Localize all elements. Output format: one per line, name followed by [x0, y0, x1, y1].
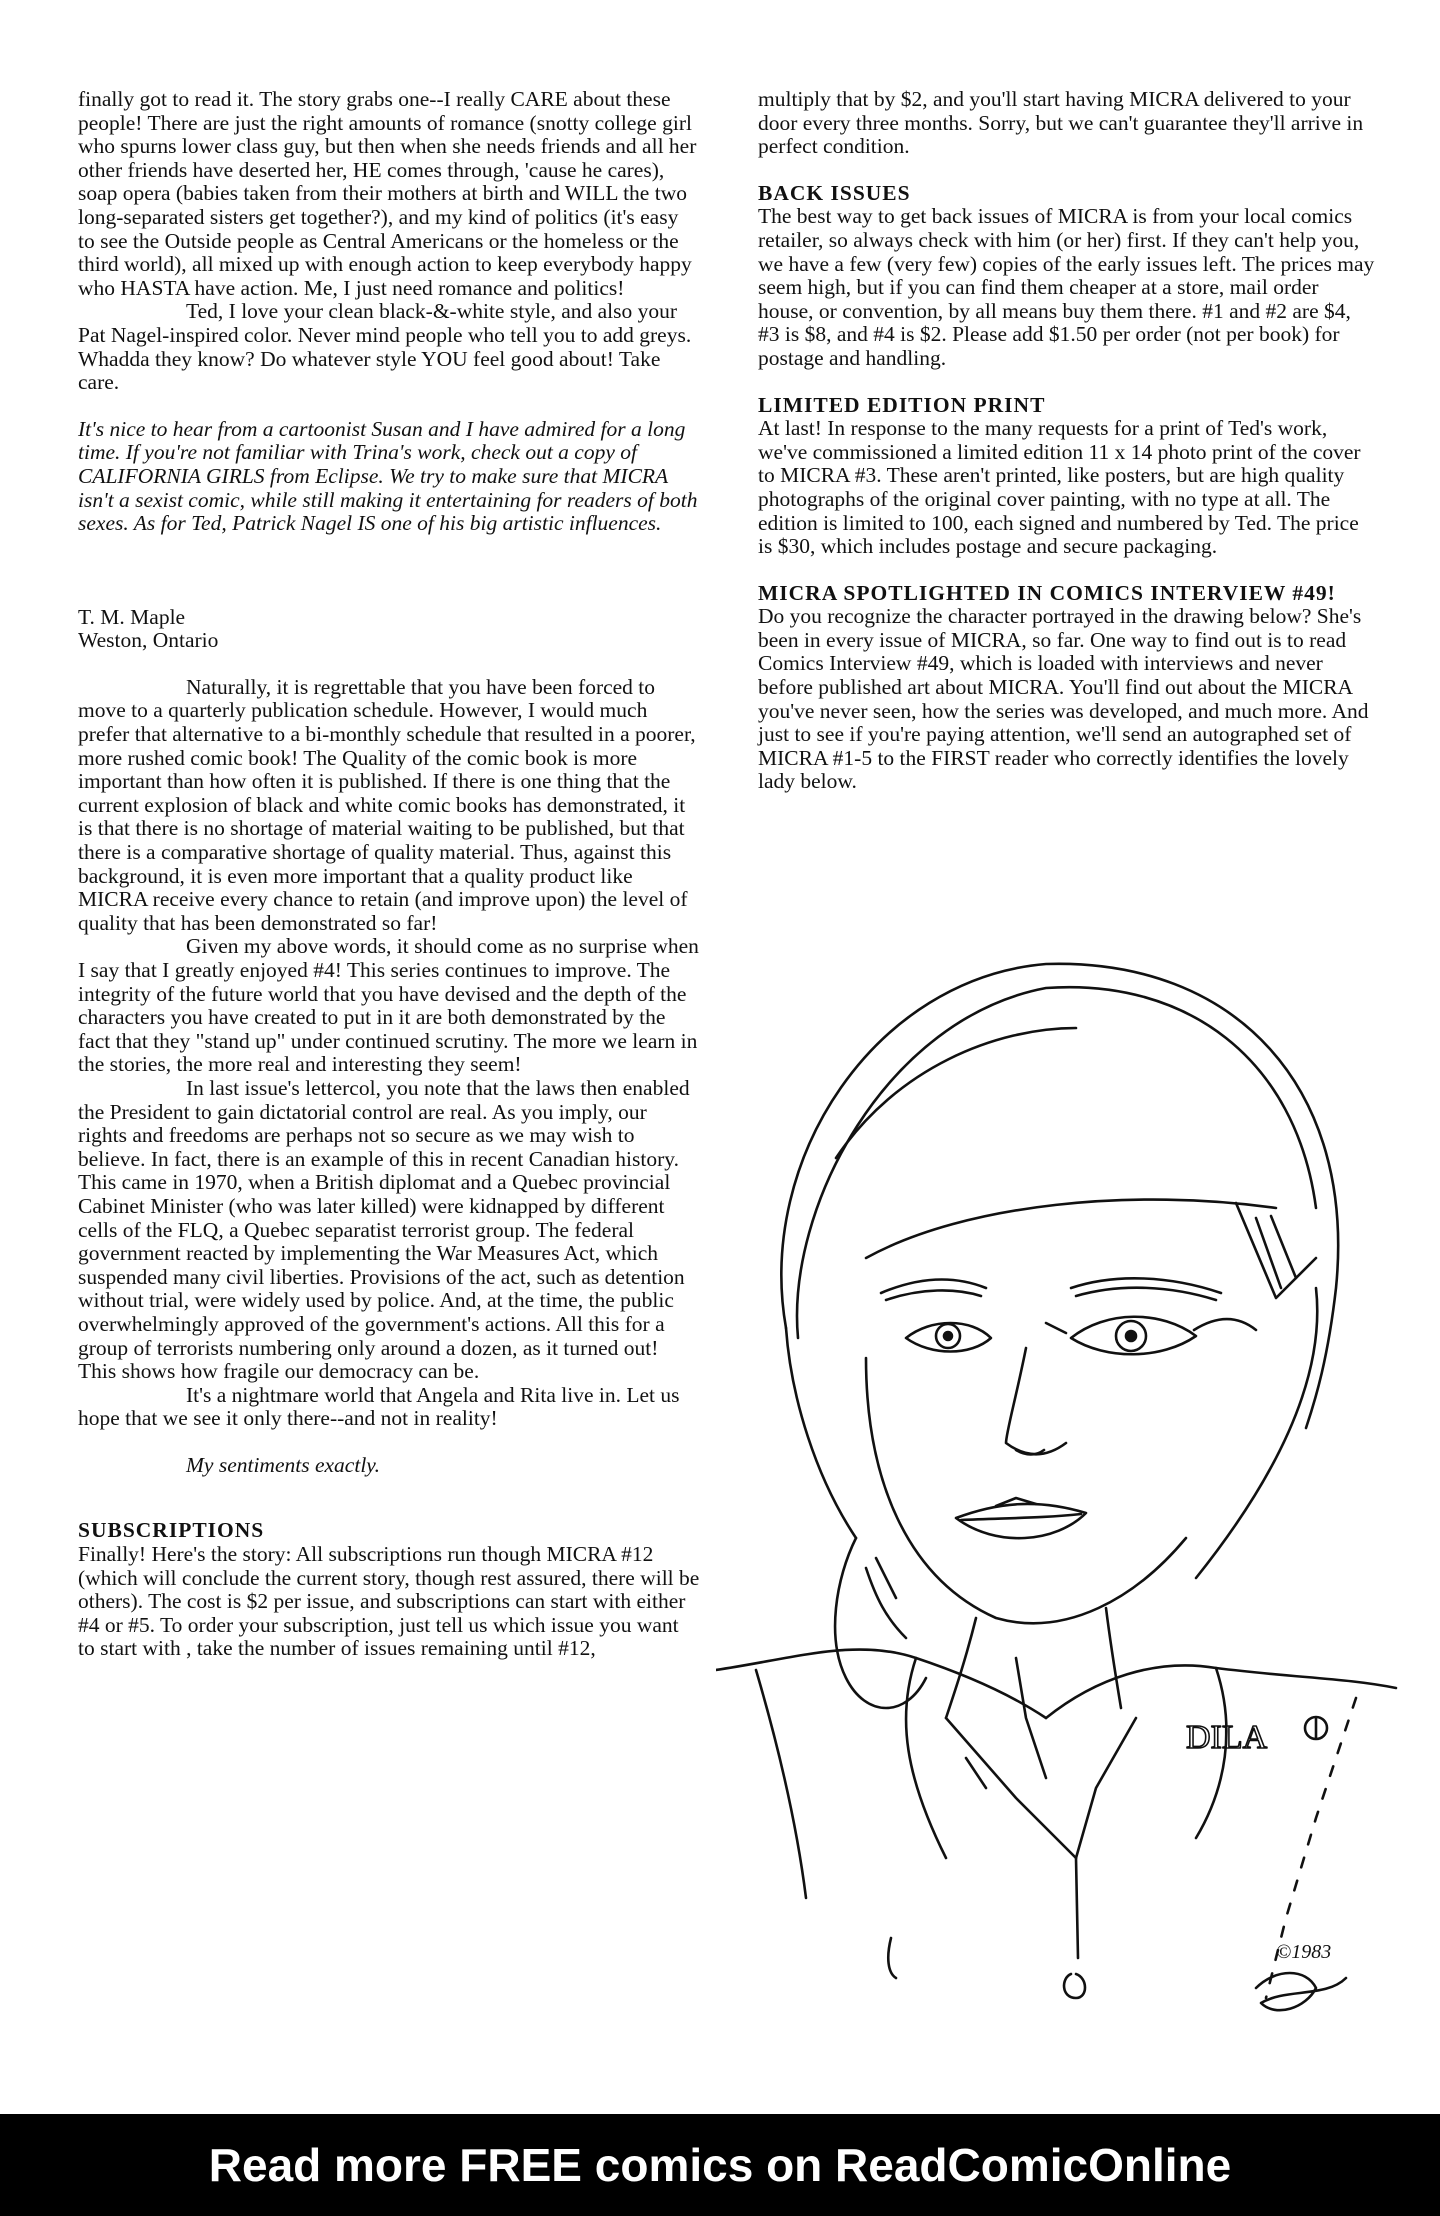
promo-footer-text[interactable]: Read more FREE comics on ReadComicOnline: [208, 2139, 1232, 2191]
hand: [835, 1538, 926, 1708]
promo-footer[interactable]: [0, 2114, 1440, 2216]
letter2-author-name: T. M. Maple: [78, 604, 186, 629]
letter1-paragraph-2: Ted, I love your clean black-&-white style, and also your Pat Nagel-inspired color. Never mind people who tell you to add greys. Whadda they know? Do whatever style YOU feel good about! Take care.: [78, 299, 692, 395]
artist-signature: [1256, 1973, 1346, 2010]
letter2-paragraph-3: In last issue's lettercol, you note that the laws then enabled the President to gain dictatorial control are real. As you imply, our rights and freedoms are perhaps not so secure as we may wish to believe. In fact, there is an example of this in recent Canadian history. This came in 1970, when a British diplomat and a Quebec provincial Cabinet Minister (who was later killed) were kidnapped by different cells of the FLQ, a Quebec separatist terrorist group. The federal government reacted by implementing the War Measures Act, which suspended many civil liberties. Provisions of the act, such as detention without trial, were widely used by police. And, at the time, the public overwhelmingly approved of the government's actions. All this for a group of terrorists numbering only around a dozen, as it turned out! This shows how fragile our democracy can be.: [78, 1075, 690, 1384]
spotlight-heading: MICRA SPOTLIGHTED IN COMICS INTERVIEW #49!: [758, 580, 1336, 605]
letter1-paragraph-1: finally got to read it. The story grabs one--I really CARE about these people! There are just the right amounts of romance (snotty college girl who spurns lower class guy, but then when she needs friends and all her other friends have deserted her, HE comes through, 'cause he cares), soap opera (babies taken from their mothers at birth and WILL the two long-separated sisters get together?), and my kind of politics (it's easy to see the Outside people as Central Americans or the homeless or the third world), all mixed up with enough action to keep everybody happy who HASTA have action. Me, I just need romance and politics!: [78, 87, 697, 300]
back-issues-body: The best way to get back issues of MICRA is from your local comics retailer, so always check with him (or her) first. If they can't help you, we have a few (very few) copies of the early issues left. The prices may seem high, but if you can find them cheaper at a store, mail order house, or convention, by all means buy them there. #1 and #2 are $4, #3 is $8, and #4 is $2. Please add $1.50 per order (not per book) for postage and handling.: [758, 204, 1375, 370]
subscriptions-continued: multiply that by $2, and you'll start having MICRA delivered to your door every three months. Sorry, but we can't guarantee they'll arrive in perfect condition.: [758, 87, 1364, 159]
limited-edition-body: At last! In response to the many requests for a print of Ted's work, we've commissioned a limited edition 11 x 14 photo print of the cover to MICRA #3. These aren't printed, like posters, but are high quality photographs of the original cover painting, with no type at all. The edition is limited to 100, each signed and numbered by Ted. The price is $30, which includes postage and secure packaging.: [758, 416, 1361, 559]
left-column: [78, 88, 700, 1661]
editor-reply-1: It's nice to hear from a cartoonist Susan and I have admired for a long time. If you're not familiar with Trina's work, check out a copy of CALIFORNIA GIRLS from Eclipse. We try to make sure that MICRA isn't a sexist comic, while still making it entertaining for readers of both sexes. As for Ted, Patrick Nagel IS one of his big artistic influences.: [78, 416, 698, 536]
letter2-paragraph-1: Naturally, it is regrettable that you have been forced to move to a quarterly publication schedule. However, I would much prefer that alternative to a bi-monthly schedule that resulted in a poorer, more rushed comic book! The Quality of the comic book is more important than how often it is published. If there is one thing that the current explosion of black and white comic books has demonstrated, it is that there is no shortage of material waiting to be published, but that there is a comparative shortage of quality material. Thus, against this background, it is even more important that a quality product like MICRA receive every chance to retain (and improve upon) the level of quality that has been demonstrated so far!: [78, 674, 696, 935]
letter2-paragraph-2: Given my above words, it should come as no surprise when I say that I greatly enjoyed #4! This series continues to improve. The integrity of the future world that you have devised and the depth of the characters you have created to put in it are both demonstrated by the fact that they "stand up" under continued scrutiny. The more we learn in the stories, the more real and interesting they seem!: [78, 934, 699, 1077]
signature-date: ©1983: [1276, 1941, 1332, 1963]
editor-reply-2: My sentiments exactly.: [186, 1452, 381, 1477]
character-sketch: [716, 958, 1416, 2034]
bangs-line: [866, 1200, 1276, 1258]
face-contour: [866, 1358, 1186, 1623]
limited-edition-heading: LIMITED EDITION PRINT: [758, 392, 1046, 417]
right-column: [758, 88, 1376, 794]
letter2-author-place: Weston, Ontario: [78, 628, 219, 653]
mouth: [956, 1504, 1086, 1538]
subscriptions-heading: SUBSCRIPTIONS: [78, 1518, 265, 1543]
nose: [1006, 1348, 1066, 1454]
subscriptions-body: Finally! Here's the story: All subscriptions run though MICRA #12 (which will conclude the current story, though rest assured, there will be others). The cost is $2 per issue, and subscriptions can start with either #4 or #5. To order your subscription, just tell us which issue you want to start with , take the number of issues remaining until #12,: [78, 1542, 700, 1661]
collar-mark: DILA: [1186, 1719, 1268, 1756]
spotlight-body: Do you recognize the character portrayed in the drawing below? She's been in every issue of MICRA, so far. One way to find out is to read Comics Interview #49, which is loaded with interviews and never before published art about MICRA. You'll find out about the MICRA you've never seen, how the series was developed, and much more. And just to see if you're paying attention, we'll send an autographed set of MICRA #1-5 to the FIRST reader who correctly identifies the lovely lady below.: [758, 604, 1369, 794]
neck: [946, 1618, 976, 1718]
letter2-paragraph-4: It's a nightmare world that Angela and Rita live in. Let us hope that we see it only there--and not in reality!: [78, 1382, 680, 1431]
back-issues-heading: BACK ISSUES: [758, 180, 911, 205]
